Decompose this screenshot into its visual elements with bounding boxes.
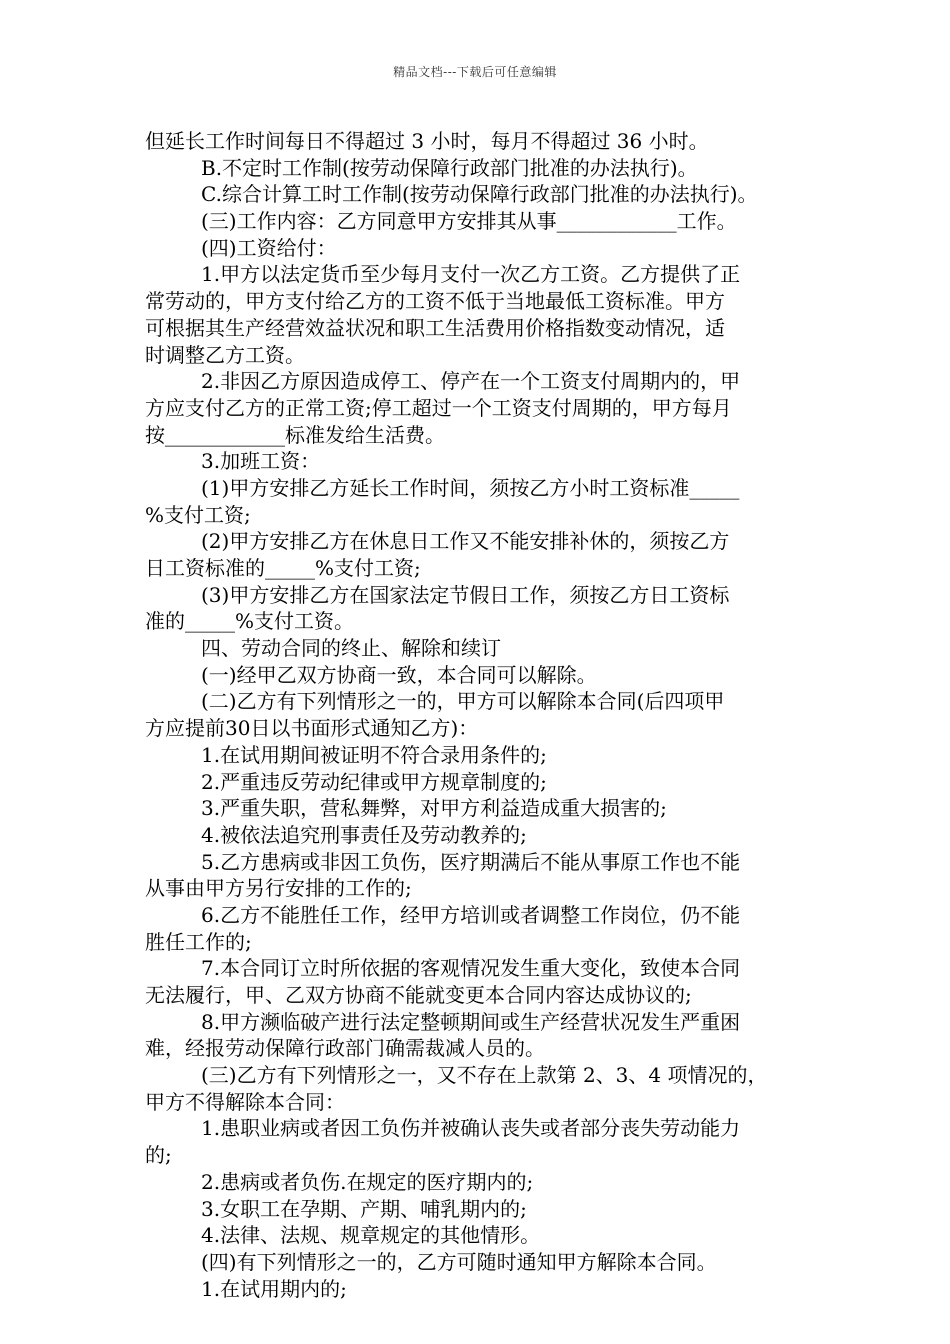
paragraph-line: B.不定时工作制(按劳动保障行政部门批准的办法执行)。 (201, 155, 698, 180)
paragraph-line: 按____________标准发给生活费。 (145, 422, 445, 447)
paragraph-line: 日工资标准的_____%支付工资; (145, 556, 421, 580)
paragraph-line: 四、劳动合同的终止、解除和续订 (201, 636, 501, 661)
paragraph-line: 3.严重失职，营私舞弊，对甲方利益造成重大损害的; (201, 796, 667, 821)
paragraph-line: (二)乙方有下列情形之一的，甲方可以解除本合同(后四项甲 (201, 689, 725, 714)
paragraph-line: (四)工资给付： (201, 235, 337, 260)
paragraph-line: 难，经报劳动保障行政部门确需裁减人员的。 (145, 1036, 545, 1061)
paragraph-line: 无法履行，甲、乙双方协商不能就变更本合同内容达成协议的; (145, 983, 692, 1007)
paragraph-line: 4.被依法追究刑事责任及劳动教养的; (201, 822, 527, 847)
page-header: 精品文档---下载后可任意编辑 (393, 65, 557, 79)
paragraph-line: 2.严重违反劳动纪律或甲方规章制度的; (201, 769, 547, 794)
paragraph-line: 6.乙方不能胜任工作，经甲方培训或者调整工作岗位，仍不能 (201, 902, 741, 927)
paragraph-line: 方应支付乙方的正常工资;停工超过一个工资支付周期的，甲方每月 (145, 395, 732, 420)
paragraph-line: (2)甲方安排乙方在休息日工作又不能安排补休的，须按乙方 (201, 529, 730, 554)
paragraph-line: 5.乙方患病或非因工负伤，医疗期满后不能从事原工作也不能 (201, 849, 741, 874)
paragraph-line: 胜任工作的; (145, 929, 252, 954)
paragraph-line: 8.甲方濒临破产进行法定整顿期间或生产经营状况发生严重困 (201, 1009, 741, 1034)
document-body (145, 128, 825, 1302)
paragraph-line: 方应提前30日以书面形式通知乙方)： (145, 716, 479, 741)
paragraph-line: 1.在试用期间被证明不符合录用条件的; (201, 742, 547, 767)
paragraph-line: 常劳动的，甲方支付给乙方的工资不低于当地最低工资标准。甲方 (145, 289, 725, 314)
paragraph-line: 的; (145, 1143, 172, 1168)
paragraph-line: (三)工作内容：乙方同意甲方安排其从事____________工作。 (201, 209, 737, 234)
paragraph-line: (三)乙方有下列情形之一，又不存在上款第 2、3、4 项情况的， (201, 1063, 768, 1088)
paragraph-line: (四)有下列情形之一的，乙方可随时通知甲方解除本合同。 (201, 1249, 717, 1274)
paragraph-line: 但延长工作时间每日不得超过 3 小时，每月不得超过 36 小时。 (145, 129, 709, 153)
paragraph-line: 1.甲方以法定货币至少每月支付一次乙方工资。乙方提供了正 (201, 262, 741, 287)
paragraph-line: 3.女职工在孕期、产期、哺乳期内的; (201, 1196, 527, 1221)
paragraph-line: 时调整乙方工资。 (145, 342, 305, 367)
paragraph-line: 4.法律、法规、规章规定的其他情形。 (201, 1223, 541, 1248)
paragraph-line: 3.加班工资： (201, 449, 321, 474)
paragraph-line: 7.本合同订立时所依据的客观情况发生重大变化，致使本合同 (201, 956, 741, 981)
paragraph-line: (1)甲方安排乙方延长工作时间，须按乙方小时工资标准_____ (201, 475, 740, 500)
paragraph-line: (一)经甲乙双方协商一致，本合同可以解除。 (201, 662, 597, 687)
paragraph-line: 1.在试用期内的; (201, 1276, 347, 1301)
paragraph-line: C.综合计算工时工作制(按劳动保障行政部门批准的办法执行)。 (201, 182, 758, 207)
paragraph-line: 2.患病或者负伤.在规定的医疗期内的; (201, 1169, 534, 1194)
paragraph-line: 2.非因乙方原因造成停工、停产在一个工资支付周期内的，甲 (201, 369, 741, 394)
paragraph-line: (3)甲方安排乙方在国家法定节假日工作，须按乙方日工资标 (201, 582, 730, 607)
paragraph-line: 从事由甲方另行安排的工作的; (145, 876, 412, 901)
paragraph-line: 1.患职业病或者因工负伤并被确认丧失或者部分丧失劳动能力 (201, 1116, 741, 1141)
paragraph-line: 甲方不得解除本合同： (145, 1089, 345, 1114)
paragraph-line: 可根据其生产经营效益状况和职工生活费用价格指数变动情况，适 (145, 315, 725, 340)
paragraph-line: %支付工资; (145, 502, 251, 527)
paragraph-line: 准的_____%支付工资。 (145, 609, 355, 634)
